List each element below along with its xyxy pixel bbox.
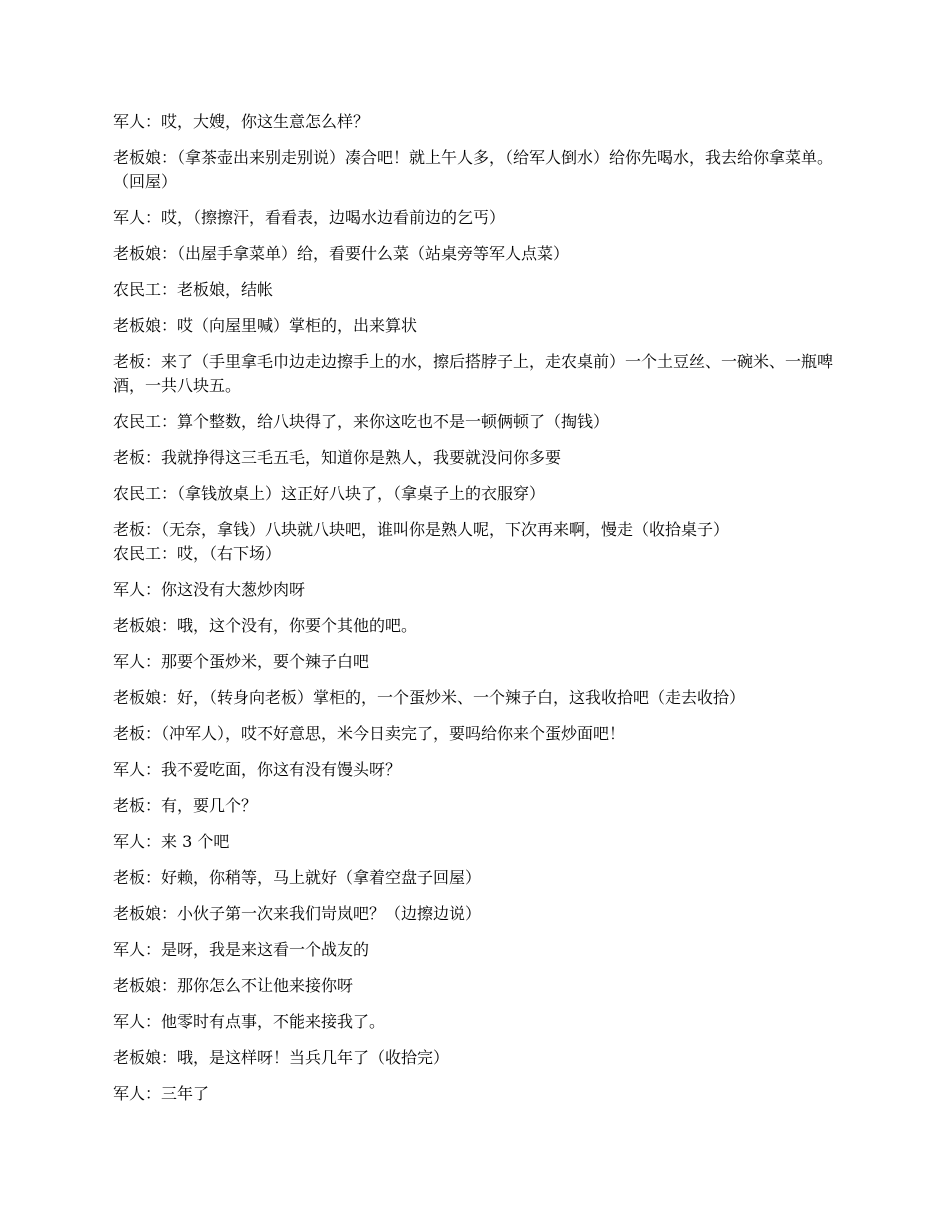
dialogue-line: 老板：有，要几个？ <box>113 796 258 815</box>
dialogue-line: 老板娘：哦，是这样呀！当兵几年了（收拾完） <box>113 1048 450 1067</box>
dialogue-line: 老板：（冲军人），哎不好意思，米今日卖完了，要吗给你来个蛋炒面吧！ <box>113 724 626 743</box>
dialogue-line: 军人：来 3 个吧 <box>113 832 230 851</box>
dialogue-line: 老板：我就挣得这三毛五毛，知道你是熟人，我要就没问你多要 <box>113 448 562 467</box>
dialogue-line: 农民工：哎，（右下场） <box>113 544 282 563</box>
dialogue-line: 老板娘：好，（转身向老板）掌柜的，一个蛋炒米、一个辣子白，这我收拾吧（走去收拾） <box>113 688 746 707</box>
dialogue-line: 老板：好赖，你稍等，马上就好（拿着空盘子回屋） <box>113 868 482 887</box>
dialogue-line: 军人：你这没有大葱炒肉呀 <box>113 580 306 599</box>
dialogue-line: 老板娘：哦，这个没有，你要个其他的吧。 <box>113 616 418 635</box>
dialogue-line: 军人：三年了 <box>113 1084 210 1103</box>
dialogue-line: 军人：哎，（擦擦汗，看看表，边喝水边看前边的乞丐） <box>113 208 506 227</box>
script-text <box>113 110 848 1118</box>
dialogue-line: 老板娘：（出屋手拿菜单）给，看要什么菜（站桌旁等军人点菜） <box>113 244 570 263</box>
dialogue-line: 军人：那要个蛋炒米，要个辣子白吧 <box>113 652 370 671</box>
dialogue-line: 农民工：算个整数，给八块得了，来你这吃也不是一顿俩顿了（掏钱） <box>113 412 610 431</box>
dialogue-line: 军人：是呀，我是来这看一个战友的 <box>113 940 370 959</box>
dialogue-line: 农民工：老板娘，结帐 <box>113 280 274 299</box>
dialogue-line: 老板娘：（拿茶壶出来别走别说）凑合吧！就上午人多，（给军人倒水）给你先喝水，我去给你拿菜单。（回屋） <box>113 148 834 191</box>
dialogue-line: 军人：他零时有点事，不能来接我了。 <box>113 1012 386 1031</box>
dialogue-line: 老板娘：那你怎么不让他来接你呀 <box>113 976 354 995</box>
dialogue-line: 老板：（无奈，拿钱）八块就八块吧，谁叫你是熟人呢，下次再来啊，慢走（收拾桌子） <box>113 520 730 539</box>
dialogue-line: 军人：哎，大嫂，你这生意怎么样？ <box>113 112 370 131</box>
dialogue-line: 军人：我不爱吃面，你这有没有馒头呀？ <box>113 760 402 779</box>
dialogue-line: 老板：来了（手里拿毛巾边走边擦手上的水，擦后搭脖子上，走农桌前）一个土豆丝、一碗米、一瓶啤酒，一共八块五。 <box>113 352 834 395</box>
dialogue-line: 老板娘：哎（向屋里喊）掌柜的，出来算状 <box>113 316 418 335</box>
dialogue-line: 老板娘：小伙子第一次来我们岢岚吧？（边擦边说） <box>113 904 482 923</box>
dialogue-line: 农民工：（拿钱放桌上）这正好八块了，（拿桌子上的衣服穿） <box>113 484 546 503</box>
